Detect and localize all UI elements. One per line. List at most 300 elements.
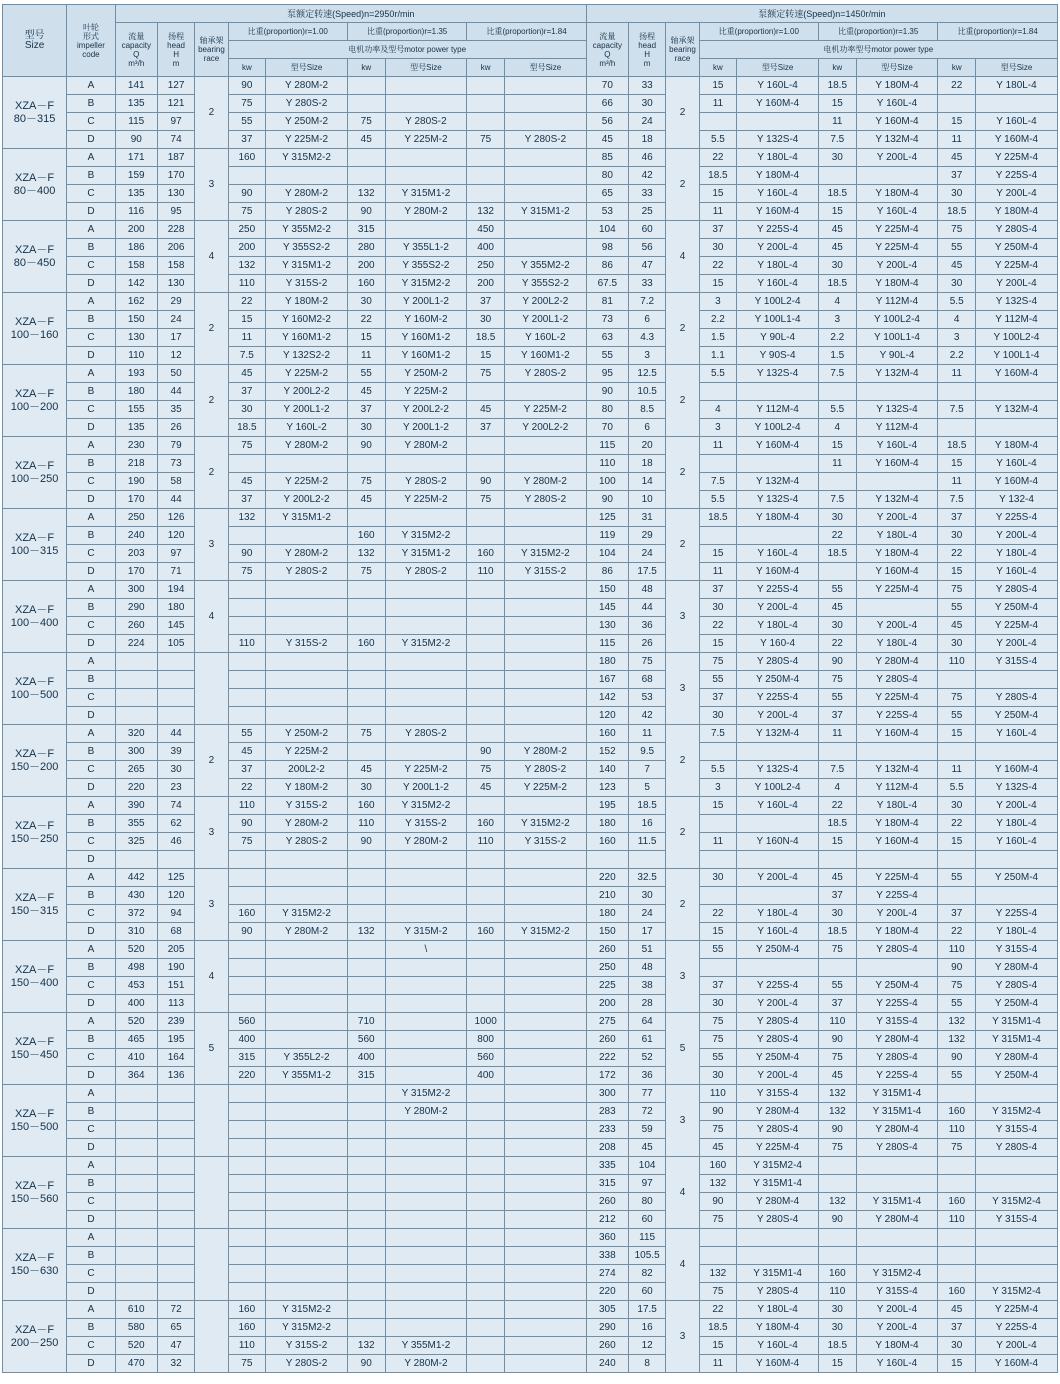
impeller-code-cell: D: [67, 203, 116, 221]
head-1450-cell: 48: [628, 581, 666, 599]
model-135-2950-cell: [385, 887, 467, 905]
model-184-2950-cell: Y 200L2-2: [504, 419, 586, 437]
kw-184-2950-cell: 45: [467, 401, 505, 419]
head-2950-cell: 44: [157, 383, 195, 401]
kw-135-1450-cell: [819, 743, 857, 761]
table-row: [3, 815, 1058, 833]
table-row: [3, 527, 1058, 545]
flow-1450-cell: 104: [586, 221, 628, 239]
head-1450-cell: 10: [628, 491, 666, 509]
kw-100-2950-cell: [228, 599, 266, 617]
model-135-2950-cell: [385, 77, 467, 95]
model-184-1450-cell: Y 315S-4: [976, 1211, 1058, 1229]
impeller-code-cell: D: [67, 851, 116, 869]
kw-184-2950-cell: 560: [467, 1049, 505, 1067]
table-row: [3, 905, 1058, 923]
model-184-1450-cell: Y 180M-4: [976, 437, 1058, 455]
model-100-2950-cell: [266, 887, 348, 905]
head-1450-cell: 12.5: [628, 365, 666, 383]
flow-1450-cell: 260: [586, 1031, 628, 1049]
pump-size-line1: XZA－F: [15, 387, 55, 400]
head-1450-cell: 48: [628, 959, 666, 977]
kw-184-2950-cell: 160: [467, 923, 505, 941]
head-2950-cell: 12: [157, 347, 195, 365]
model-184-2950-cell: Y 280M-2: [504, 473, 586, 491]
bearing-1450-cell: 4: [666, 221, 699, 293]
model-184-2950-cell: [504, 995, 586, 1013]
kw-184-2950-cell: 90: [467, 473, 505, 491]
head-1450-cell: 61: [628, 1031, 666, 1049]
impeller-code-cell: C: [67, 545, 116, 563]
pump-size-cell: [3, 1157, 67, 1229]
model-184-1450-cell: Y 160M-4: [976, 473, 1058, 491]
model-100-2950-cell: [266, 671, 348, 689]
model-100-2950-cell: Y 315M2-2: [266, 149, 348, 167]
model-135-2950-cell: Y 200L1-2: [385, 779, 467, 797]
kw-100-1450-cell: 3: [699, 779, 737, 797]
model-100-2950-cell: [266, 1031, 348, 1049]
flow-1450-cell: 98: [586, 239, 628, 257]
model-100-2950-cell: [266, 1193, 348, 1211]
model-135-2950-cell: [385, 1211, 467, 1229]
table-row: [3, 797, 1058, 815]
flow-1450-cell: 150: [586, 923, 628, 941]
bearing-1450-cell: 3: [666, 1301, 699, 1373]
kw-100-2950-cell: 132: [228, 509, 266, 527]
kw-100-2950-cell: 75: [228, 203, 266, 221]
model-100-1450-cell: [737, 887, 819, 905]
pump-size-cell: [3, 1229, 67, 1301]
kw-135-1450-cell: 90: [819, 1211, 857, 1229]
kw-100-1450-cell: 75: [699, 1031, 737, 1049]
model-135-1450-cell: Y 225S-4: [856, 995, 938, 1013]
kw-135-1450-cell: 15: [819, 437, 857, 455]
flow-1450-cell: 160: [586, 725, 628, 743]
head-1450-cell: 105.5: [628, 1247, 666, 1265]
kw-100-2950-cell: 400: [228, 1031, 266, 1049]
model-100-1450-cell: Y 280S-4: [737, 1031, 819, 1049]
model-135-1450-cell: Y 160M-4: [856, 455, 938, 473]
model-100-2950-cell: [266, 941, 348, 959]
impeller-code-cell: D: [67, 1211, 116, 1229]
model-135-1450-cell: Y 200L-4: [856, 905, 938, 923]
model-135-2950-cell: [385, 1301, 467, 1319]
kw-135-2950-cell: 75: [347, 113, 385, 131]
model-135-2950-cell: [385, 581, 467, 599]
pump-size-cell: [3, 437, 67, 509]
kw-100-1450-cell: 132: [699, 1175, 737, 1193]
flow-1450-cell: 283: [586, 1103, 628, 1121]
kw-135-1450-cell: 30: [819, 509, 857, 527]
kw-135-2950-cell: 90: [347, 833, 385, 851]
head-2950-cell: 136: [157, 1067, 195, 1085]
model-184-1450-cell: Y 250M-4: [976, 707, 1058, 725]
model-100-2950-cell: [266, 1139, 348, 1157]
model-184-1450-cell: Y 160M-4: [976, 761, 1058, 779]
model-135-2950-cell: Y 280M-2: [385, 1355, 467, 1373]
model-135-2950-cell: [385, 617, 467, 635]
table-row: [3, 1103, 1058, 1121]
flow-2950-cell: 130: [115, 329, 157, 347]
pump-size-cell: [3, 365, 67, 437]
bearing-2950-cell: 3: [195, 149, 228, 221]
model-184-1450-cell: Y 225M-4: [976, 617, 1058, 635]
model-184-1450-cell: Y 315M2-4: [976, 1193, 1058, 1211]
model-100-1450-cell: Y 280S-4: [737, 1283, 819, 1301]
model-135-2950-cell: Y 355S2-2: [385, 257, 467, 275]
head-2950-cell: 97: [157, 113, 195, 131]
kw-184-1450-cell: 22: [938, 77, 976, 95]
head-2950-cell: 206: [157, 239, 195, 257]
kw-100-1450-cell: 5.5: [699, 365, 737, 383]
header-model-184-2950: 型号Size: [504, 59, 586, 77]
impeller-code-cell: C: [67, 113, 116, 131]
model-135-1450-cell: Y 315M1-4: [856, 1085, 938, 1103]
model-135-2950-cell: Y 355M1-2: [385, 1337, 467, 1355]
head-1450-cell: 12: [628, 1337, 666, 1355]
head-1450-cell: 29: [628, 527, 666, 545]
kw-184-1450-cell: 160: [938, 1103, 976, 1121]
header-kw-184-2950: kw: [467, 59, 505, 77]
model-184-2950-cell: [504, 185, 586, 203]
head-1450-cell: 24: [628, 113, 666, 131]
kw-184-2950-cell: [467, 851, 505, 869]
kw-184-1450-cell: 90: [938, 1049, 976, 1067]
kw-184-2950-cell: [467, 653, 505, 671]
model-100-1450-cell: Y 160L-4: [737, 923, 819, 941]
table-body: [3, 77, 1058, 1373]
model-184-1450-cell: Y 250M-4: [976, 869, 1058, 887]
kw-100-2950-cell: [228, 689, 266, 707]
head-2950-cell: 74: [157, 797, 195, 815]
kw-135-2950-cell: 90: [347, 437, 385, 455]
kw-184-1450-cell: 15: [938, 833, 976, 851]
model-184-2950-cell: [504, 653, 586, 671]
kw-100-2950-cell: [228, 1283, 266, 1301]
model-100-1450-cell: Y 225S-4: [737, 221, 819, 239]
model-184-2950-cell: [504, 1229, 586, 1247]
model-100-2950-cell: [266, 167, 348, 185]
model-100-2950-cell: [266, 1013, 348, 1031]
impeller-code-cell: C: [67, 1337, 116, 1355]
model-135-1450-cell: Y 315S-4: [856, 1283, 938, 1301]
bearing-2950-cell: [195, 653, 228, 725]
model-184-2950-cell: [504, 383, 586, 401]
model-184-2950-cell: [504, 1337, 586, 1355]
impeller-code-cell: A: [67, 725, 116, 743]
head-2950-cell: 158: [157, 257, 195, 275]
impeller-code-cell: D: [67, 923, 116, 941]
flow-1450-cell: 80: [586, 401, 628, 419]
kw-135-1450-cell: 1.5: [819, 347, 857, 365]
model-135-2950-cell: [385, 149, 467, 167]
kw-184-1450-cell: 55: [938, 1067, 976, 1085]
kw-135-1450-cell: 45: [819, 869, 857, 887]
model-100-1450-cell: Y 200L-4: [737, 869, 819, 887]
kw-184-1450-cell: 30: [938, 185, 976, 203]
kw-184-1450-cell: 18.5: [938, 203, 976, 221]
kw-135-1450-cell: 11: [819, 455, 857, 473]
head-2950-cell: 62: [157, 815, 195, 833]
flow-2950-cell: 465: [115, 1031, 157, 1049]
model-100-1450-cell: Y 112M-4: [737, 401, 819, 419]
model-100-2950-cell: Y 315S-2: [266, 635, 348, 653]
head-2950-cell: [157, 1283, 195, 1301]
kw-184-2950-cell: 400: [467, 1067, 505, 1085]
model-100-2950-cell: [266, 1247, 348, 1265]
table-row: [3, 509, 1058, 527]
head-1450-cell: 47: [628, 257, 666, 275]
pump-size-cell: [3, 1013, 67, 1085]
model-135-2950-cell: [385, 1139, 467, 1157]
model-135-2950-cell: Y 315M1-2: [385, 185, 467, 203]
impeller-code-cell: D: [67, 491, 116, 509]
model-184-2950-cell: [504, 1319, 586, 1337]
model-184-2950-cell: [504, 455, 586, 473]
kw-184-2950-cell: [467, 1247, 505, 1265]
model-100-1450-cell: [737, 1229, 819, 1247]
bearing-2950-cell: 2: [195, 77, 228, 149]
model-100-2950-cell: [266, 1085, 348, 1103]
header-prop-135-1450: 比重(proportion)r=1.35: [819, 23, 938, 41]
kw-100-2950-cell: 37: [228, 761, 266, 779]
model-135-1450-cell: Y 225M-4: [856, 689, 938, 707]
pump-size-line1: XZA－F: [15, 963, 55, 976]
kw-184-1450-cell: [938, 743, 976, 761]
model-100-1450-cell: Y 315M2-4: [737, 1157, 819, 1175]
head-1450-cell: 8: [628, 1355, 666, 1373]
model-100-1450-cell: Y 180L-4: [737, 1301, 819, 1319]
model-100-2950-cell: [266, 1283, 348, 1301]
model-184-1450-cell: Y 200L-4: [976, 635, 1058, 653]
kw-135-1450-cell: 4: [819, 419, 857, 437]
head-2950-cell: [157, 851, 195, 869]
kw-135-2950-cell: [347, 149, 385, 167]
head-2950-cell: 127: [157, 77, 195, 95]
model-135-2950-cell: [385, 1067, 467, 1085]
kw-100-1450-cell: 22: [699, 905, 737, 923]
model-184-2950-cell: [504, 581, 586, 599]
model-135-1450-cell: Y 160M-4: [856, 833, 938, 851]
header-head-2950: 扬程 head H m: [157, 23, 195, 77]
model-135-1450-cell: Y 225M-4: [856, 869, 938, 887]
head-1450-cell: 11: [628, 725, 666, 743]
model-135-1450-cell: [856, 959, 938, 977]
flow-1450-cell: 119: [586, 527, 628, 545]
table-row: [3, 365, 1058, 383]
model-184-2950-cell: Y 315S-2: [504, 833, 586, 851]
kw-100-1450-cell: 15: [699, 923, 737, 941]
flow-2950-cell: [115, 1283, 157, 1301]
kw-184-1450-cell: [938, 1247, 976, 1265]
flow-2950-cell: 170: [115, 491, 157, 509]
kw-135-2950-cell: [347, 581, 385, 599]
model-184-2950-cell: [504, 221, 586, 239]
head-1450-cell: 38: [628, 977, 666, 995]
head-1450-cell: 3: [628, 347, 666, 365]
pump-size-line2: 200－250: [10, 1336, 59, 1349]
bearing-2950-cell: 4: [195, 221, 228, 293]
table-row: [3, 149, 1058, 167]
kw-184-2950-cell: [467, 1337, 505, 1355]
kw-100-2950-cell: 160: [228, 149, 266, 167]
kw-100-2950-cell: [228, 869, 266, 887]
kw-184-2950-cell: [467, 959, 505, 977]
kw-135-2950-cell: 37: [347, 401, 385, 419]
model-184-2950-cell: [504, 977, 586, 995]
table-row: [3, 329, 1058, 347]
flow-2950-cell: [115, 1247, 157, 1265]
kw-100-2950-cell: [228, 1085, 266, 1103]
model-100-2950-cell: Y 355L2-2: [266, 1049, 348, 1067]
head-2950-cell: 130: [157, 275, 195, 293]
model-100-2950-cell: [266, 977, 348, 995]
kw-184-1450-cell: 75: [938, 977, 976, 995]
table-row: [3, 725, 1058, 743]
kw-100-1450-cell: 11: [699, 95, 737, 113]
model-184-2950-cell: [504, 1121, 586, 1139]
bearing-2950-cell: [195, 1229, 228, 1301]
flow-2950-cell: 190: [115, 473, 157, 491]
head-2950-cell: [157, 707, 195, 725]
kw-100-1450-cell: 5.5: [699, 491, 737, 509]
pump-size-line1: XZA－F: [15, 459, 55, 472]
kw-135-1450-cell: 15: [819, 95, 857, 113]
impeller-code-cell: C: [67, 1121, 116, 1139]
kw-135-1450-cell: 30: [819, 617, 857, 635]
model-135-1450-cell: Y 225M-4: [856, 221, 938, 239]
kw-100-1450-cell: 11: [699, 203, 737, 221]
model-184-1450-cell: Y 132-4: [976, 491, 1058, 509]
model-100-1450-cell: Y 280S-4: [737, 1013, 819, 1031]
kw-100-2950-cell: [228, 959, 266, 977]
kw-184-2950-cell: [467, 1175, 505, 1193]
model-135-2950-cell: Y 280M-2: [385, 833, 467, 851]
flow-2950-cell: [115, 1229, 157, 1247]
model-135-1450-cell: [856, 167, 938, 185]
kw-184-2950-cell: [467, 869, 505, 887]
head-2950-cell: [157, 1121, 195, 1139]
kw-100-2950-cell: [228, 1265, 266, 1283]
pump-size-line1: XZA－F: [15, 819, 55, 832]
pump-size-line1: XZA－F: [15, 747, 55, 760]
model-135-1450-cell: Y 280S-4: [856, 1049, 938, 1067]
pump-size-cell: [3, 1085, 67, 1157]
model-100-2950-cell: [266, 455, 348, 473]
header-row-1: [3, 5, 1058, 23]
kw-135-2950-cell: 15: [347, 329, 385, 347]
bearing-1450-cell: 3: [666, 653, 699, 725]
flow-1450-cell: 222: [586, 1049, 628, 1067]
kw-135-1450-cell: 22: [819, 527, 857, 545]
model-100-2950-cell: Y 280S-2: [266, 95, 348, 113]
table-row: [3, 383, 1058, 401]
kw-100-1450-cell: 55: [699, 1049, 737, 1067]
kw-184-2950-cell: [467, 149, 505, 167]
model-184-2950-cell: [504, 797, 586, 815]
kw-135-1450-cell: 15: [819, 1355, 857, 1373]
model-184-1450-cell: Y 225M-4: [976, 257, 1058, 275]
header-prop-135-2950: 比重(proportion)r=1.35: [347, 23, 466, 41]
head-1450-cell: 17: [628, 923, 666, 941]
kw-184-2950-cell: 110: [467, 563, 505, 581]
table-row: [3, 833, 1058, 851]
kw-184-2950-cell: [467, 671, 505, 689]
head-1450-cell: 25: [628, 203, 666, 221]
header-model-100-2950: 型号Size: [266, 59, 348, 77]
flow-1450-cell: 180: [586, 905, 628, 923]
kw-184-2950-cell: 45: [467, 779, 505, 797]
model-135-2950-cell: [385, 509, 467, 527]
model-100-2950-cell: [266, 1229, 348, 1247]
kw-184-1450-cell: 2.2: [938, 347, 976, 365]
flow-2950-cell: 150: [115, 311, 157, 329]
flow-1450-cell: 260: [586, 1193, 628, 1211]
kw-100-1450-cell: 11: [699, 563, 737, 581]
impeller-code-cell: A: [67, 1013, 116, 1031]
impeller-code-cell: A: [67, 797, 116, 815]
model-100-2950-cell: Y 225M-2: [266, 743, 348, 761]
table-row: [3, 311, 1058, 329]
head-2950-cell: [157, 1175, 195, 1193]
kw-100-1450-cell: [699, 743, 737, 761]
kw-100-1450-cell: [699, 113, 737, 131]
model-135-2950-cell: Y 250M-2: [385, 365, 467, 383]
model-184-2950-cell: Y 355S2-2: [504, 275, 586, 293]
impeller-code-cell: C: [67, 257, 116, 275]
model-184-1450-cell: [976, 1265, 1058, 1283]
flow-2950-cell: 193: [115, 365, 157, 383]
kw-135-2950-cell: 160: [347, 797, 385, 815]
table-row: [3, 1139, 1058, 1157]
model-184-2950-cell: [504, 1301, 586, 1319]
kw-135-1450-cell: [819, 851, 857, 869]
model-184-2950-cell: [504, 617, 586, 635]
kw-135-1450-cell: 110: [819, 1283, 857, 1301]
head-1450-cell: 6: [628, 311, 666, 329]
kw-135-2950-cell: [347, 509, 385, 527]
flow-1450-cell: 56: [586, 113, 628, 131]
kw-100-1450-cell: 37: [699, 221, 737, 239]
head-2950-cell: [157, 1247, 195, 1265]
bearing-2950-cell: 2: [195, 437, 228, 509]
kw-135-2950-cell: 75: [347, 563, 385, 581]
flow-1450-cell: 45: [586, 131, 628, 149]
head-1450-cell: 24: [628, 905, 666, 923]
model-100-2950-cell: Y 315M2-2: [266, 1319, 348, 1337]
kw-184-1450-cell: 37: [938, 509, 976, 527]
kw-184-2950-cell: 90: [467, 743, 505, 761]
model-135-2950-cell: [385, 1247, 467, 1265]
model-135-2950-cell: Y 315M2-2: [385, 635, 467, 653]
model-135-1450-cell: Y 160L-4: [856, 437, 938, 455]
pump-size-cell: [3, 653, 67, 725]
model-100-2950-cell: [266, 851, 348, 869]
flow-2950-cell: 300: [115, 743, 157, 761]
head-1450-cell: 18.5: [628, 797, 666, 815]
kw-135-1450-cell: 18.5: [819, 545, 857, 563]
kw-135-1450-cell: 2.2: [819, 329, 857, 347]
kw-184-1450-cell: 30: [938, 527, 976, 545]
model-184-1450-cell: Y 160L-4: [976, 833, 1058, 851]
flow-1450-cell: 260: [586, 941, 628, 959]
table-row: [3, 617, 1058, 635]
header-model-135-2950: 型号Size: [385, 59, 467, 77]
model-135-1450-cell: [856, 743, 938, 761]
head-2950-cell: 194: [157, 581, 195, 599]
flow-2950-cell: 520: [115, 941, 157, 959]
model-135-2950-cell: Y 225M-2: [385, 131, 467, 149]
